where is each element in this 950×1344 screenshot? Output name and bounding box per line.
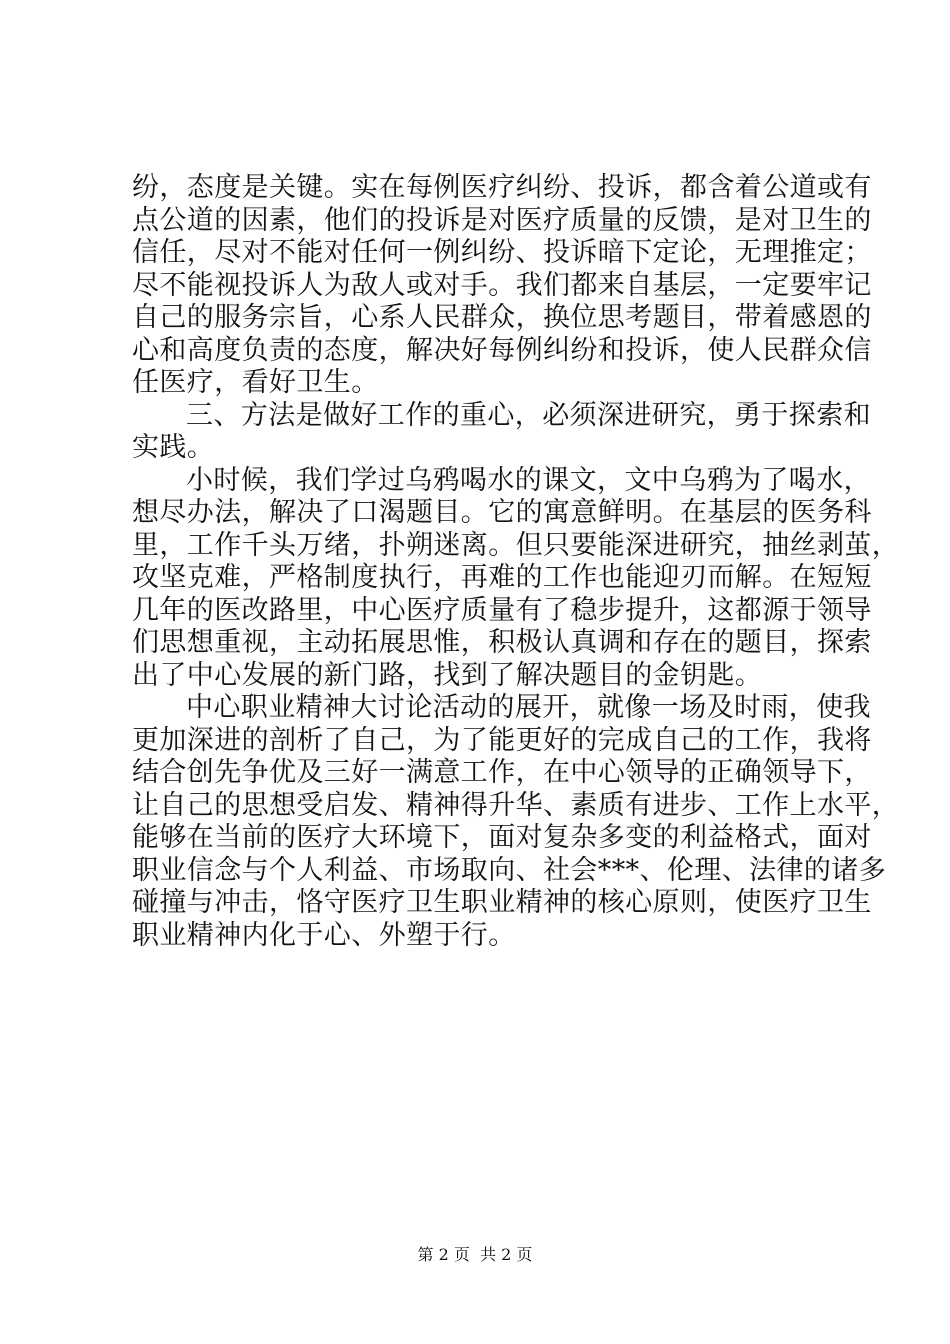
text-line: 想尽办法，解决了口渴题目。它的寓意鲜明。在基层的医务科 xyxy=(132,497,872,528)
paragraph xyxy=(132,172,872,400)
page-number-footer: 第 2 页 共 2 页 xyxy=(417,1245,533,1264)
text-line: 任医疗，看好卫生。 xyxy=(132,367,379,398)
text-line: 几年的医改路里，中心医疗质量有了稳步提升，这都源于领导 xyxy=(132,594,872,626)
text-line: 能够在当前的医疗大环境下，面对复杂多变的利益格式，面对 xyxy=(132,822,872,853)
text-line: 自己的服务宗旨，心系人民群众，换位思考题目，带着感恩的 xyxy=(132,302,872,333)
text-line: 更加深进的剖析了自己，为了能更好的完成自己的工作，我将 xyxy=(132,724,872,756)
text-line: 纷，态度是关键。实在每例医疗纠纷、投诉，都含着公道或有 xyxy=(132,172,872,203)
document-body xyxy=(132,172,900,952)
text-line: 心和高度负责的态度，解决好每例纠纷和投诉，使人民群众信 xyxy=(132,334,872,366)
text-line: 三、方法是做好工作的重心，必须深进研究，勇于探索和 xyxy=(186,399,871,431)
text-line: 尽不能视投诉人为敌人或对手。我们都来自基层，一定要牢记 xyxy=(132,269,872,301)
text-line: 小时候，我们学过乌鸦喝水的课文，文中乌鸦为了喝水， xyxy=(186,464,871,496)
text-line: 们思想重视，主动拓展思惟，积极认真调和存在的题目，探索 xyxy=(132,627,872,658)
paragraph xyxy=(132,692,900,952)
text-line: 结合创先争优及三好一满意工作，在中心领导的正确领导下， xyxy=(132,757,872,788)
section-heading-paragraph xyxy=(132,399,871,465)
text-line: 碰撞与冲击，恪守医疗卫生职业精神的核心原则，使医疗卫生 xyxy=(132,887,872,918)
text-line: 信任，尽对不能对任何一例纠纷、投诉暗下定论，无理推定； xyxy=(132,237,872,268)
text-line: 攻坚克难，严格制度执行，再难的工作也能迎刃而解。在短短 xyxy=(132,562,872,593)
paragraph xyxy=(132,464,900,693)
text-line: 中心职业精神大讨论活动的展开，就像一场及时雨，使我 xyxy=(186,692,871,723)
text-line: 里，工作千头万绪，扑朔迷离。但只要能深进研究，抽丝剥茧， xyxy=(132,529,900,561)
text-line: 实践。 xyxy=(132,432,215,463)
text-line: 职业信念与个人利益、市场取向、社会***、伦理、法律的诸多 xyxy=(132,854,887,886)
text-line: 出了中心发展的新门路，找到了解决题目的金钥匙。 xyxy=(132,659,763,691)
text-line: 职业精神内化于心、外塑于行。 xyxy=(132,919,516,951)
text-line: 点公道的因素，他们的投诉是对医疗质量的反馈，是对卫生的 xyxy=(132,204,872,236)
text-line: 让自己的思想受启发、精神得升华、素质有进步、工作上水平， xyxy=(132,789,900,821)
